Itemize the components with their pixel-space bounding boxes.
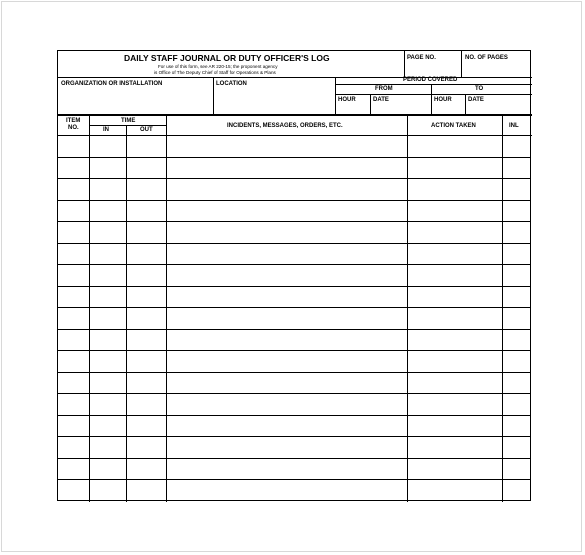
- table-row: [58, 222, 530, 244]
- inl-label: INL: [509, 123, 519, 129]
- table-row: [58, 265, 530, 287]
- from-date-label: DATE: [373, 97, 389, 103]
- to-date-label: DATE: [468, 97, 484, 103]
- from-hour-label: HOUR: [338, 97, 356, 103]
- table-row: [58, 416, 530, 438]
- table-row: [58, 330, 530, 352]
- from-label: FROM: [375, 86, 393, 92]
- no-of-pages-label: NO. OF PAGES: [465, 55, 508, 61]
- to-label: TO: [475, 86, 484, 92]
- time-in-label: IN: [103, 127, 109, 133]
- period-covered-label: PERIOD COVERED: [403, 77, 458, 83]
- form-subtitle-line-1: For use of this form, see AR 220-15; the proponent agency: [158, 64, 278, 69]
- table-row: [58, 437, 530, 459]
- table-row: [58, 158, 530, 180]
- table-row: [58, 373, 530, 395]
- to-hour-label: HOUR: [434, 97, 452, 103]
- table-row: [58, 244, 530, 266]
- table-row: [58, 394, 530, 416]
- table-row: [58, 179, 530, 201]
- item-label: ITEM: [66, 118, 81, 124]
- table-row: [58, 308, 530, 330]
- page-no-label: PAGE NO.: [407, 55, 436, 61]
- table-row: [58, 459, 530, 481]
- organization-label: ORGANIZATION OR INSTALLATION: [61, 81, 163, 87]
- form-subtitle-line-2: is Office of The Deputy Chief of Staff for Operations & Plans: [154, 70, 276, 75]
- location-label: LOCATION: [216, 81, 247, 87]
- form-title: DAILY STAFF JOURNAL OR DUTY OFFICER'S LOG: [124, 53, 330, 63]
- table-row: [58, 480, 530, 502]
- duty-log-form: [57, 50, 531, 501]
- time-out-label: OUT: [140, 127, 153, 133]
- time-label: TIME: [121, 118, 136, 124]
- item-no-label: NO.: [68, 125, 79, 131]
- table-row: [58, 287, 530, 309]
- action-taken-label: ACTION TAKEN: [431, 123, 476, 129]
- incidents-label: INCIDENTS, MESSAGES, ORDERS, ETC.: [227, 123, 343, 129]
- table-row: [58, 201, 530, 223]
- table-row: [58, 351, 530, 373]
- table-row: [58, 136, 530, 158]
